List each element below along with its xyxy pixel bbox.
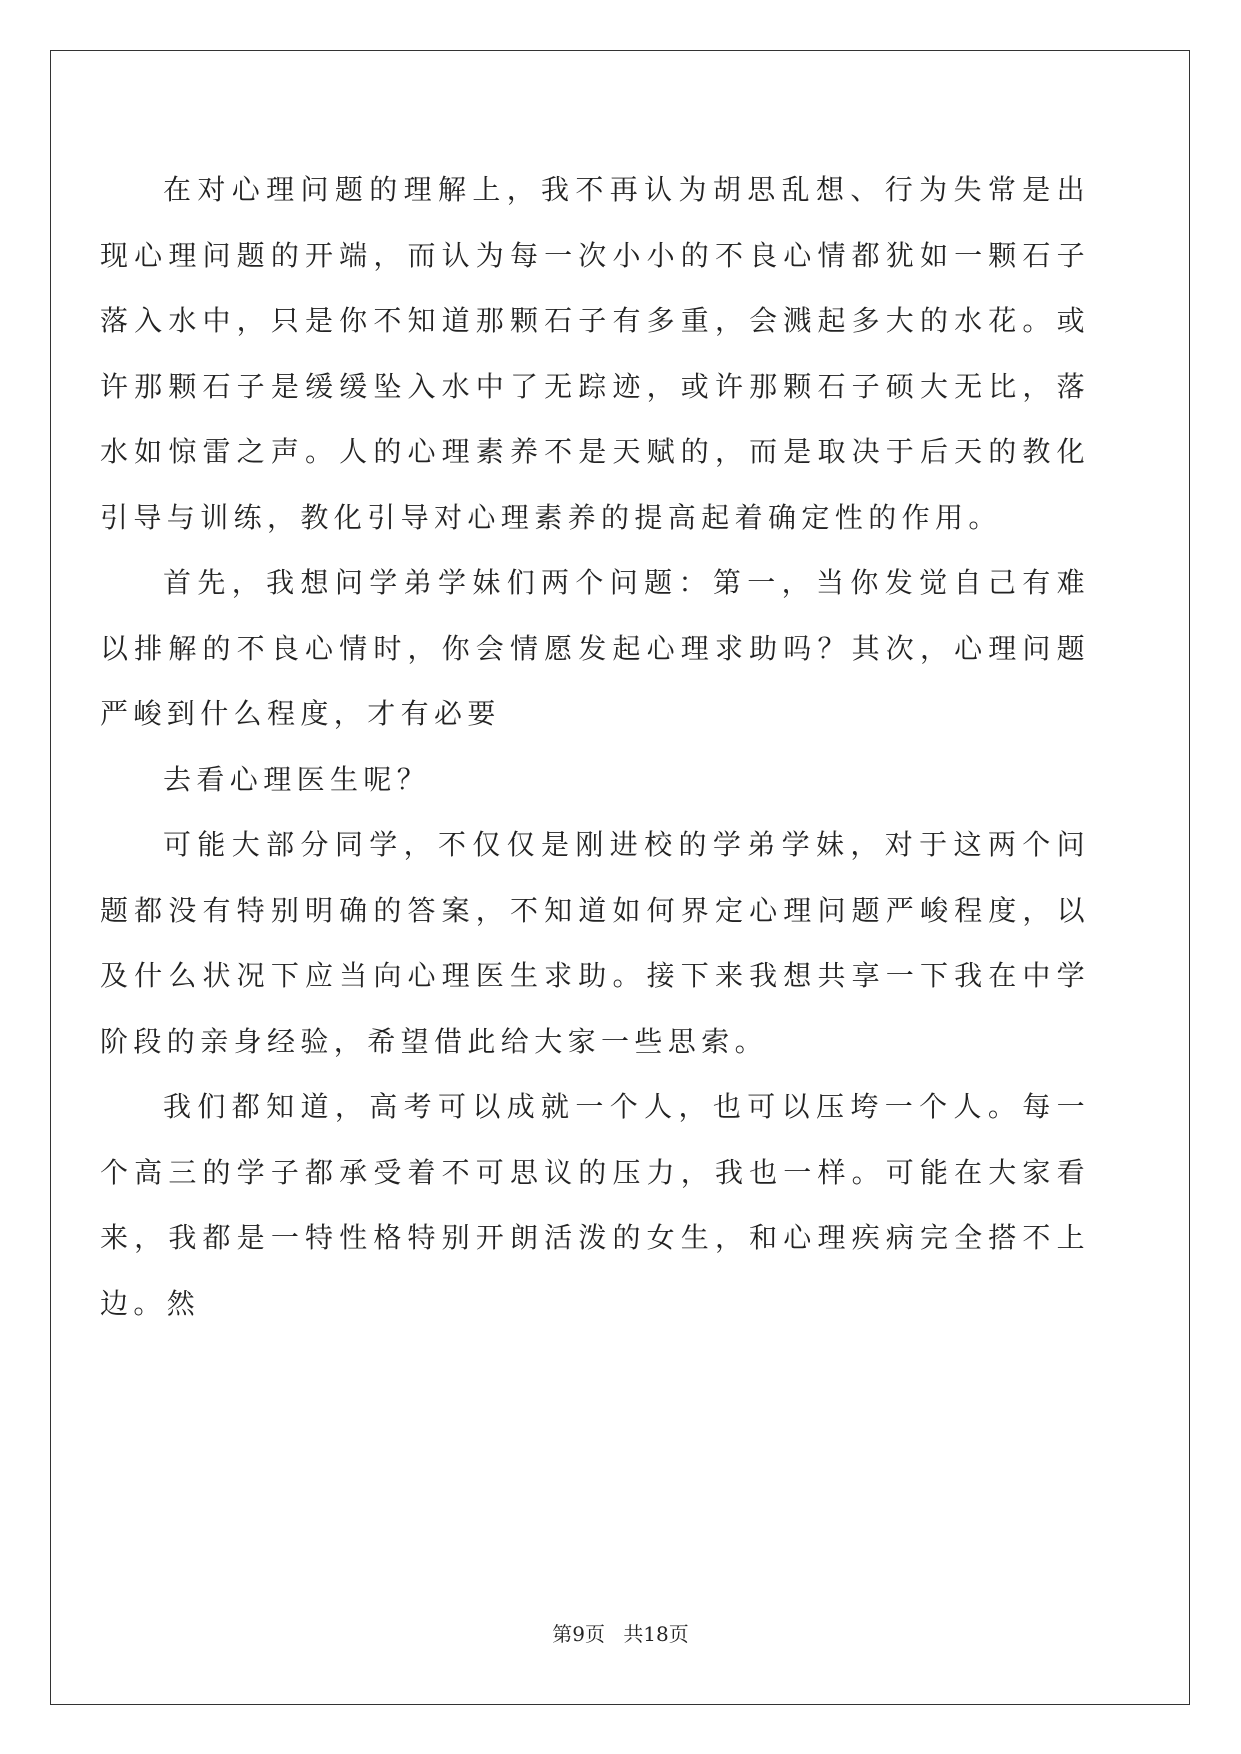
paragraph: 可能大部分同学，不仅仅是刚进校的学弟学妹，对于这两个问题都没有特别明确的答案，不知道如何界定心理问题严峻程度，以及什么状况下应当向心理医生求助。接下来我想共享一下我在中学阶段的亲身经验，希望借此给大家一些思索。 [100, 828, 1090, 1058]
page-footer [0, 1618, 1241, 1647]
page-number: 第9页 [552, 1622, 605, 1646]
document-body [100, 157, 1090, 1336]
page-total: 共18页 [623, 1622, 689, 1646]
paragraph: 去看心理医生呢？ [163, 762, 431, 796]
paragraph: 在对心理问题的理解上，我不再认为胡思乱想、行为失常是出现心理问题的开端，而认为每一次小小的不良心情都犹如一颗石子落入水中，只是你不知道那颗石子有多重，会溅起多大的水花。或许那颗石子是缓缓坠入水中了无踪迹，或许那颗石子硕大无比，落水如惊雷之声。人的心理素养不是天赋的，而是取决于后天的教化引导与训练，教化引导对心理素养的提高起着确定性的作用。 [100, 173, 1090, 534]
paragraph: 我们都知道，高考可以成就一个人，也可以压垮一个人。每一个高三的学子都承受着不可思议的压力，我也一样。可能在大家看来，我都是一特性格特别开朗活泼的女生，和心理疾病完全搭不上边。然 [100, 1090, 1090, 1320]
paragraph: 首先，我想问学弟学妹们两个问题：第一，当你发觉自己有难以排解的不良心情时，你会情愿发起心理求助吗？其次，心理问题严峻到什么程度，才有必要 [100, 566, 1090, 730]
